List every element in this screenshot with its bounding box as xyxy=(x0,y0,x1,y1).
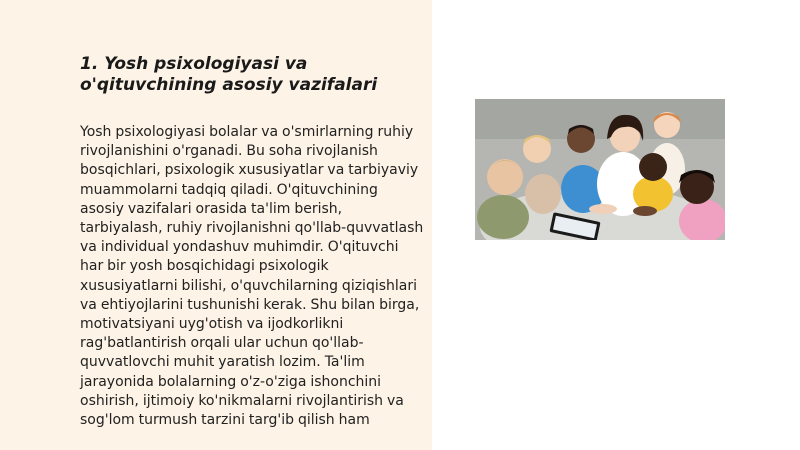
classroom-photo-illustration xyxy=(475,99,725,240)
slide-body-text: Yosh psixologiyasi bolalar va o'smirlarning ruhiy rivojlanishini o'rganadi. Bu soha rivojlanish bosqichlari, psixologik xususiyatlar va tarbiyaviy muammolarni tadqiq qiladi. O'qituvchining asosiy vazifalari orasida ta'lim berish, tarbiyalash, ruhiy rivojlanishni qo'llab-quvvatlash va individual yondashuv muhimdir. O'qituvchi har bir yosh bosqichidagi psixologik xususiyatlarni bilishi, o'quvchilarning qiziqishlari va ehtiyojlarini tushunishi kerak. Shu bilan birga, motivatsiyani uyg'otish va ijodkorlikni rag'batlantirish orqali ular uchun qo'llab-quvvatlovchi muhit yaratish lozim. Ta'lim jarayonida bolalarning o'z-o'ziga ishonchini oshirish, ijtimoiy ko'nikmalarni rivojlantirish va sog'lom turmush tarzini targ'ib qilish ham xyxy=(80,124,424,429)
slide-title: 1. Yosh psixologiyasi va o'qituvchining asosiy vazifalari xyxy=(80,54,378,95)
classroom-photo xyxy=(475,99,725,240)
